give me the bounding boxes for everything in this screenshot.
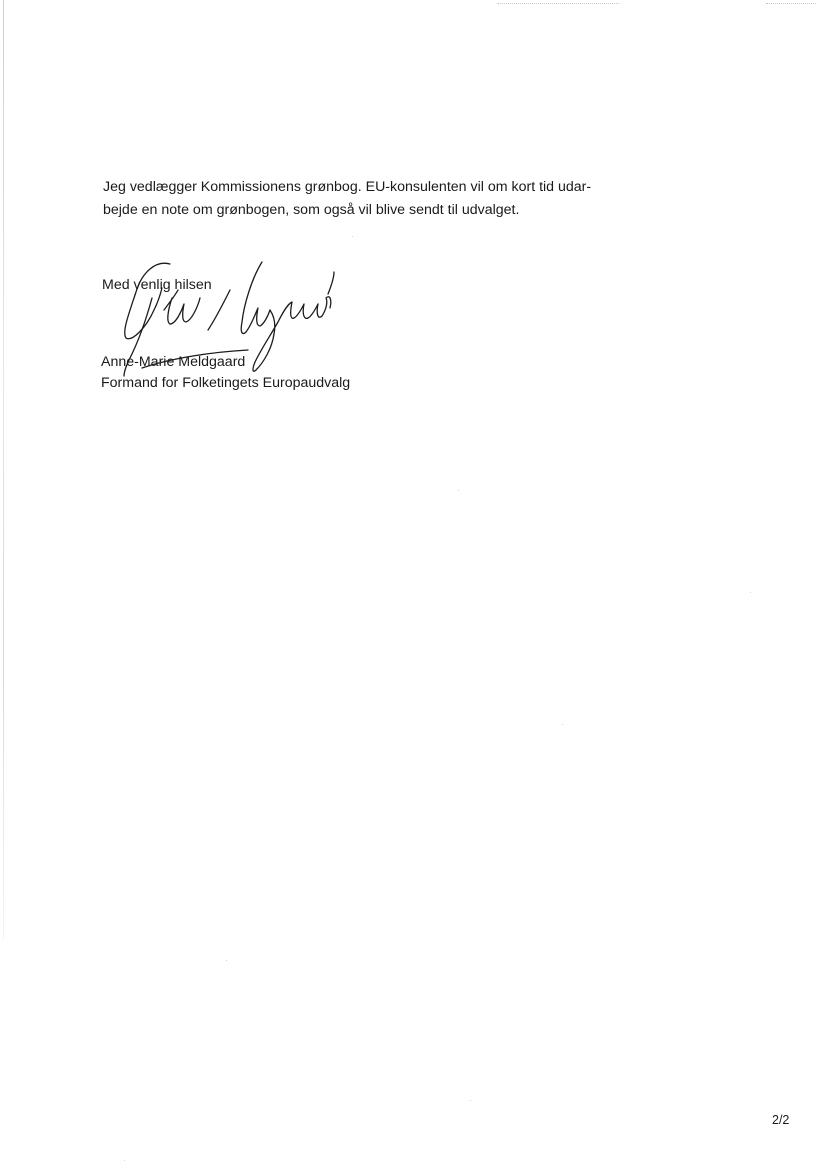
scan-speck xyxy=(352,236,353,237)
scan-speck xyxy=(470,1100,471,1101)
signer-title: Formand for Folketingets Europaudvalg xyxy=(101,375,351,391)
body-paragraph xyxy=(103,176,603,222)
scan-artifact-top xyxy=(497,3,619,4)
closing-salutation: Med venlig hilsen xyxy=(102,277,212,293)
scan-speck xyxy=(226,960,227,961)
scan-speck xyxy=(458,490,459,491)
scan-speck xyxy=(562,724,563,725)
signer-name: Anne-Marie Meldgaard xyxy=(101,354,246,370)
page-number: 2/2 xyxy=(772,1113,790,1127)
scan-speck xyxy=(750,592,751,593)
scan-artifact-top-right xyxy=(766,3,816,4)
body-line-2: bejde en note om grønbogen, som også vil blive sendt til udvalget. xyxy=(103,202,520,218)
handwritten-signature xyxy=(112,258,342,388)
scan-speck xyxy=(124,1160,125,1161)
scan-edge-line xyxy=(3,0,4,940)
body-line-1: Jeg vedlægger Kommissionens grønbog. EU-konsulenten vil om kort tid udar- xyxy=(103,179,592,195)
